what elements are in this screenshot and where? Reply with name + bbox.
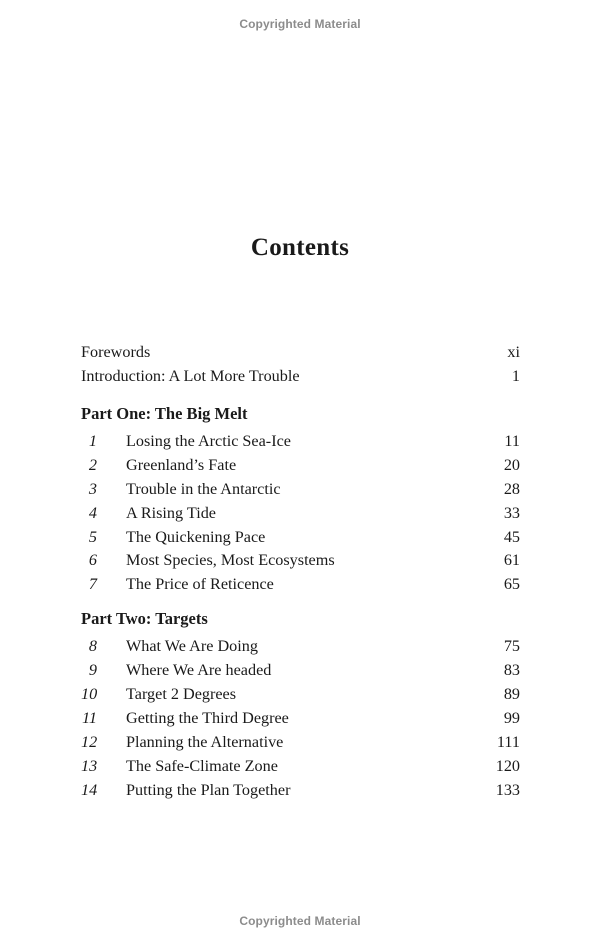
toc-chapter-row[interactable] — [81, 478, 520, 502]
toc-entry-page: xi — [507, 343, 520, 361]
toc-chapter-row[interactable] — [81, 707, 520, 731]
chapter-page: 99 — [503, 708, 520, 727]
toc-chapter-row[interactable] — [81, 635, 520, 659]
table-of-contents — [81, 340, 520, 802]
chapter-page: 11 — [504, 432, 520, 450]
toc-chapter-row[interactable] — [81, 755, 520, 779]
toc-chapter-row[interactable] — [81, 659, 520, 683]
chapter-number: 8 — [88, 637, 97, 656]
chapter-page: 133 — [495, 780, 520, 799]
chapter-number: 5 — [88, 527, 97, 546]
chapter-number: 12 — [81, 732, 98, 751]
chapter-page: 83 — [503, 661, 520, 680]
chapter-title: Putting the Plan Together — [126, 780, 291, 799]
chapter-number: 11 — [82, 708, 97, 727]
chapter-page: 61 — [503, 551, 520, 570]
chapter-title: The Safe-Climate Zone — [126, 756, 278, 775]
chapter-title: The Price of Reticence — [126, 575, 274, 594]
chapter-title: Target 2 Degrees — [126, 685, 237, 704]
chapter-page: 28 — [503, 479, 520, 498]
chapter-title: Losing the Arctic Sea-Ice — [126, 432, 291, 450]
toc-chapter-row[interactable] — [81, 731, 520, 755]
toc-chapter-row[interactable] — [81, 454, 520, 478]
toc-entry-title: Forewords — [81, 343, 151, 361]
chapter-title: Where We Are headed — [126, 661, 272, 680]
chapter-title: The Quickening Pace — [126, 527, 266, 546]
chapter-title: A Rising Tide — [126, 503, 216, 522]
chapter-number: 13 — [81, 756, 98, 775]
toc-entry-title: Introduction: A Lot More Trouble — [81, 367, 300, 385]
chapter-number: 7 — [88, 575, 97, 594]
toc-chapter-row[interactable] — [81, 502, 520, 526]
part-one-heading: Part One: The Big Melt — [81, 404, 248, 423]
chapter-title: Getting the Third Degree — [126, 708, 289, 727]
toc-chapter-row[interactable] — [81, 779, 520, 803]
toc-entry-introduction[interactable] — [81, 364, 520, 388]
chapter-number: 1 — [88, 432, 97, 450]
chapter-number: 3 — [88, 479, 97, 498]
chapter-page: 20 — [503, 455, 520, 474]
chapter-number: 14 — [81, 780, 98, 799]
chapter-number: 4 — [88, 503, 97, 522]
toc-chapter-row[interactable] — [81, 549, 520, 573]
chapter-title: Most Species, Most Ecosystems — [126, 551, 335, 570]
copyright-watermark-bottom: Copyrighted Material — [239, 914, 361, 928]
toc-entry-page: 1 — [511, 367, 520, 385]
part-two-heading: Part Two: Targets — [81, 609, 208, 629]
chapter-page: 33 — [503, 503, 520, 522]
copyright-watermark-top: Copyrighted Material — [239, 17, 361, 31]
toc-chapter-row[interactable] — [81, 573, 520, 597]
chapter-title: Trouble in the Antarctic — [126, 479, 281, 498]
toc-entry-forewords[interactable] — [81, 340, 520, 364]
chapter-number: 9 — [88, 661, 97, 680]
chapter-title: Greenland’s Fate — [126, 455, 237, 474]
chapter-page: 120 — [495, 756, 520, 775]
chapter-title: What We Are Doing — [126, 637, 258, 656]
chapter-number: 2 — [88, 455, 97, 474]
chapter-page: 111 — [496, 732, 520, 751]
toc-chapter-row[interactable] — [81, 683, 520, 707]
chapter-page: 75 — [503, 637, 520, 656]
chapter-page: 45 — [503, 527, 520, 546]
chapter-number: 10 — [81, 685, 98, 704]
page-title: Contents — [250, 234, 350, 261]
toc-chapter-row[interactable] — [81, 430, 520, 454]
chapter-page: 89 — [503, 685, 520, 704]
chapter-number: 6 — [88, 551, 97, 570]
chapter-page: 65 — [503, 575, 520, 594]
toc-chapter-row[interactable] — [81, 526, 520, 550]
chapter-title: Planning the Alternative — [126, 732, 284, 751]
